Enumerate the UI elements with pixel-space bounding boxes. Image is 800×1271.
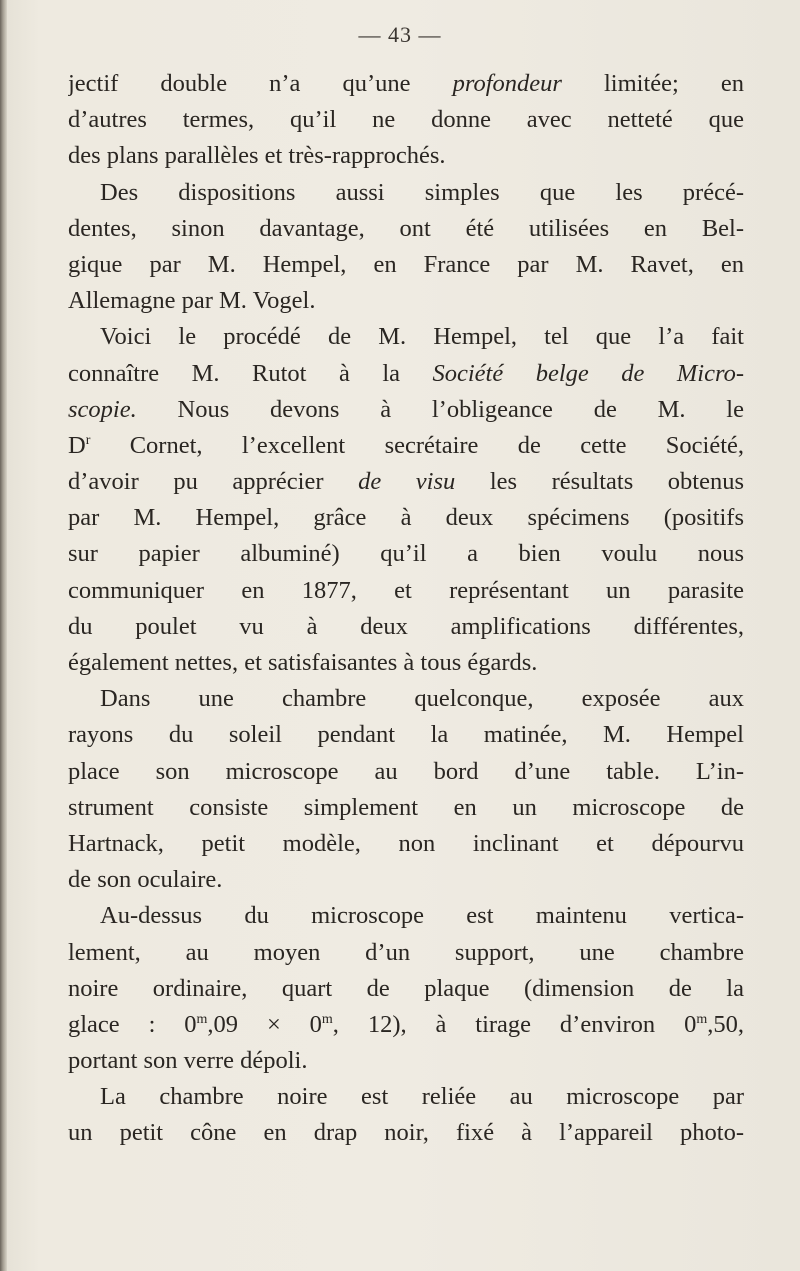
text-line: connaître M. Rutot à la Société belge de Micro- (68, 359, 744, 387)
text-line: Allemagne par M. Vogel. (68, 287, 316, 315)
text-line: lement, au moyen d’un support, une chambre (68, 938, 744, 966)
text-line: un petit cône en drap noir, fixé à l’appareil photo- (68, 1119, 744, 1147)
body-text (68, 66, 744, 1152)
text-line: communiquer en 1877, et représentant un parasite (68, 576, 744, 604)
binding-edge (0, 0, 7, 1271)
text-line: Hartnack, petit modèle, non inclinant et dépourvu (68, 829, 744, 857)
text-line: jectif double n’a qu’une profondeur limitée; en (68, 70, 744, 97)
text-line: du poulet vu à deux amplifications différentes, (68, 612, 744, 640)
text-line: Au-dessus du microscope est maintenu vertica- (100, 902, 744, 930)
page-number: — 43 — (358, 22, 442, 47)
text-line: d’autres termes, qu’il ne donne avec netteté que (68, 106, 744, 134)
text-line: glace : $0^m,09 \times 0^m$, 12), à tirage d’environ 0$^m$,50, (68, 1010, 744, 1038)
text-line: strument consiste simplement en un microscope de (68, 793, 744, 821)
text-line: portant son verre dépoli. (68, 1047, 308, 1075)
text-line: des plans parallèles et très-rapprochés. (68, 142, 446, 170)
text-line: d’avoir pu apprécier de visu les résultats obtenus (68, 468, 744, 496)
text-line: rayons du soleil pendant la matinée, M. Hempel (68, 721, 744, 749)
text-line: noire ordinaire, quart de plaque (dimension de la (68, 974, 744, 1002)
text-line: La chambre noire est reliée au microscope par (100, 1083, 744, 1111)
text-line: Dans une chambre quelconque, exposée aux (100, 685, 744, 713)
text-line: Des dispositions aussi simples que les précé- (100, 178, 744, 206)
text-line: $D^r$ Cornet, l’excellent secrétaire de cette Société, (68, 431, 744, 459)
text-line: également nettes, et satisfaisantes à tous égards. (68, 649, 538, 676)
text-line: scopie. Nous devons à l’obligeance de M. le (68, 395, 744, 423)
text-line: de son oculaire. (68, 866, 223, 894)
text-line: Voici le procédé de M. Hempel, tel que l’a fait (100, 323, 744, 351)
text-line: dentes, sinon davantage, ont été utilisées en Bel- (68, 214, 744, 242)
text-line: place son microscope au bord d’une table. L’in- (68, 757, 744, 785)
text-line: sur papier albuminé) qu’il a bien voulu nous (68, 540, 744, 568)
text-line: par M. Hempel, grâce à deux spécimens (positifs (68, 504, 744, 532)
text-line: gique par M. Hempel, en France par M. Ravet, en (68, 250, 744, 278)
